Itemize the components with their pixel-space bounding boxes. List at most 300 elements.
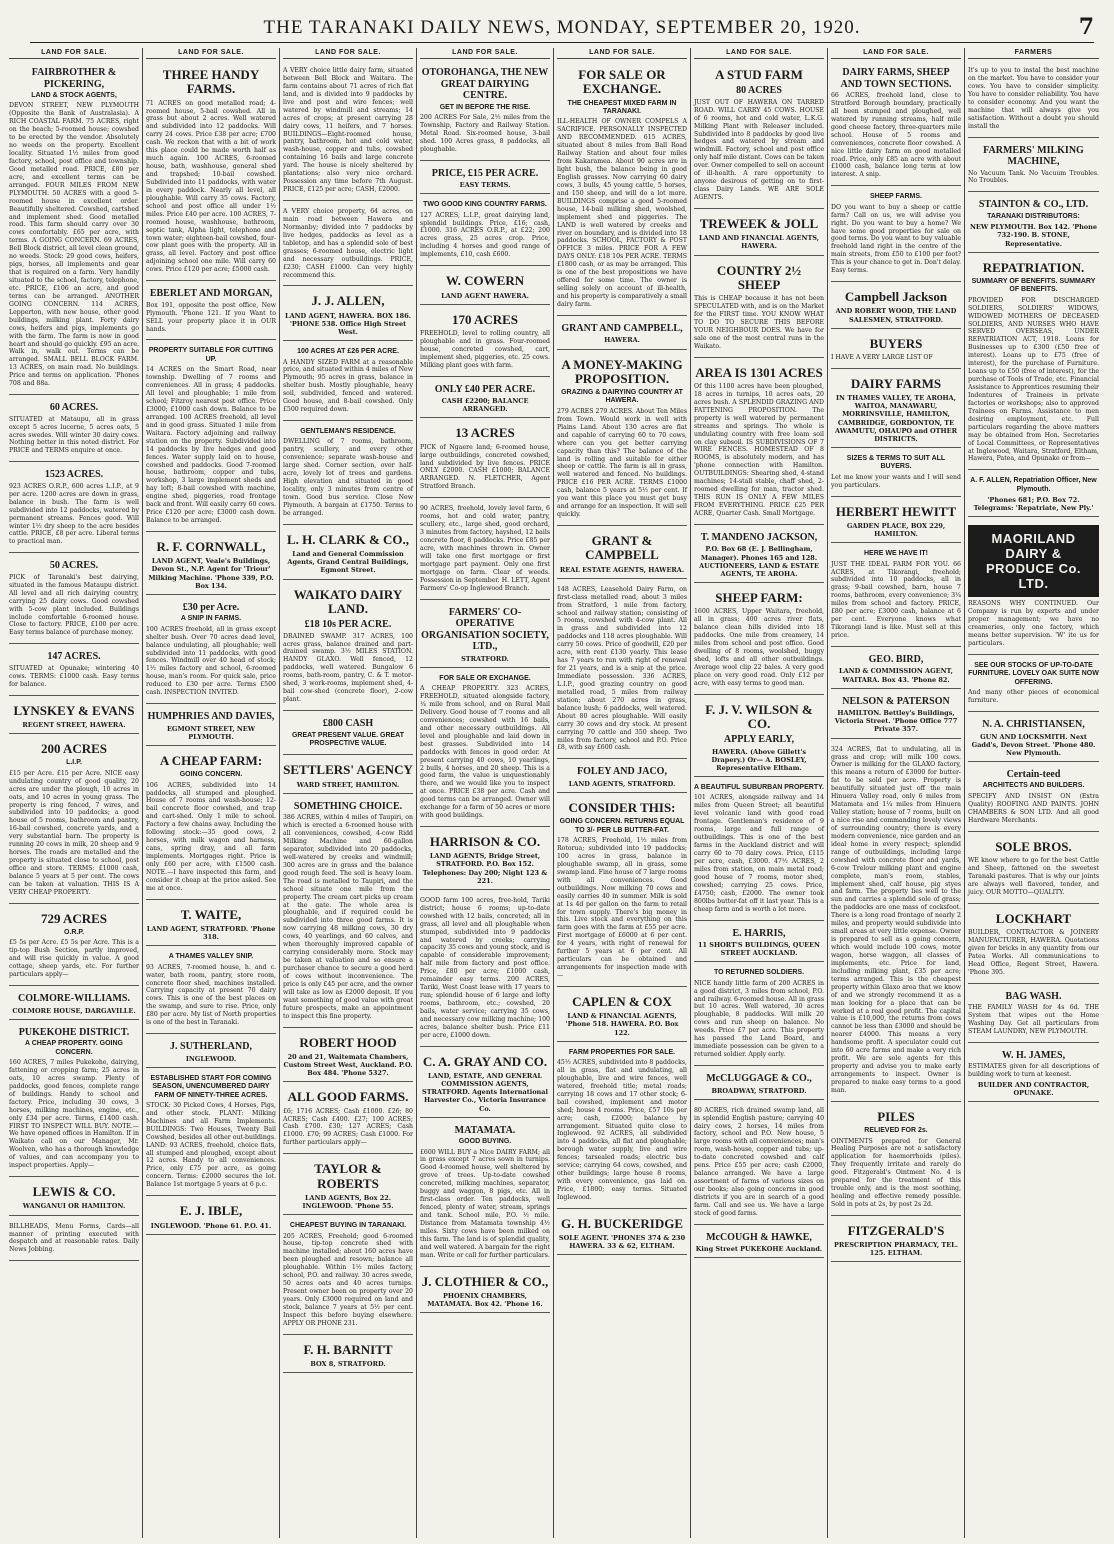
advertisement xyxy=(146,902,276,947)
advertisement xyxy=(420,420,550,498)
ad-kicker: 100 ACRES AT £26 PER ACRE. xyxy=(297,348,399,356)
ad-body: FREEHOLD, level to rolling country, all ploughable and in grass. Four-roomed house, concreted cowshed, cart, implement shed, piggeries, etc. 25 cows. Milking plant goes with farm. xyxy=(420,329,550,369)
ad-subheadline: 60 ACRES. xyxy=(49,402,99,414)
advertisement xyxy=(9,1022,139,1177)
advertisement xyxy=(831,741,961,1102)
advertisement xyxy=(831,450,961,497)
ad-kicker: TWO GOOD KING COUNTRY FARMS. xyxy=(423,201,547,209)
advertisement xyxy=(968,1045,1099,1103)
advertisement xyxy=(694,1227,824,1259)
ad-kicker: TO RETURNED SOLDIERS. xyxy=(713,969,805,977)
ad-kicker: GET IN BEFORE THE RISE. xyxy=(439,103,531,111)
ad-signature: AND ROBERT WOOD, THE LAND SALESMEN, STRATFORD. xyxy=(835,307,957,324)
advertisement xyxy=(831,284,961,329)
advertisement xyxy=(146,283,276,340)
column-1 xyxy=(6,48,143,1538)
ad-body: I HAVE A VERY LARGE LIST OF xyxy=(831,353,933,361)
ad-signature: PRESCRIPTION PHARMACY, TEL. 125. ELTHAM. xyxy=(833,1241,959,1258)
ad-body: SITUATED at Opunake; wintering 40 cows. TERMS: £1000 cash. Easy terms for balance. xyxy=(9,664,139,688)
ad-headline: R. F. CORNWALL, xyxy=(156,539,266,554)
advertisement xyxy=(146,1070,276,1196)
ad-signature: LAND & COMMISSION AGENT, WAITARA. Box 43. 'Phone 82. xyxy=(839,667,953,684)
advertisement xyxy=(283,1337,413,1373)
ad-kicker: L.I.P. xyxy=(66,759,82,767)
advertisement xyxy=(420,307,550,377)
ad-headline: 729 ACRES xyxy=(40,910,108,926)
ad-kicker: GREAT PRESENT VALUE. GREAT PROSPECTIVE VALUE. xyxy=(291,731,404,747)
ad-signature: 'Phones 681; P.O. Box 72. Telegrams: 'Repatriate, New Ply.' xyxy=(973,496,1094,513)
advertisement xyxy=(283,1217,413,1335)
ad-subheadline: 80 ACRES xyxy=(736,85,782,97)
advertisement xyxy=(968,62,1099,138)
ad-subheadline: DAIRY FARMS, SHEEP AND TOWN SECTIONS. xyxy=(840,67,952,90)
ad-signature: WANGANUI OR HAMILTON. xyxy=(22,1202,126,1211)
advertisement xyxy=(283,527,413,580)
ad-kicker: A CHEAP PROPERTY. GOING CONCERN. xyxy=(24,1040,124,1056)
ad-subheadline: 50 ACRES. xyxy=(49,560,99,572)
advertisement xyxy=(283,1084,413,1154)
ad-headline: SHEEP FARM: xyxy=(715,589,803,605)
ad-signature: CASH £2200; BALANCE ARRANGED. xyxy=(441,397,529,414)
ad-headline: HERBERT HEWITT xyxy=(835,503,957,519)
advertisement xyxy=(831,1218,961,1263)
advertisement xyxy=(968,194,1099,252)
advertisement xyxy=(283,1030,413,1083)
ad-body: £15 per Acre. £15 per Acre. NICE easy undulating country of good quality, 20 acres are under the plough, 10 acres in oats, and 10 acres in young grass. The property is ring fenced, 7 wires, and subdivided into 10 paddocks; a good house of 5 rooms, bathroom and pantry, 16-bail cowshed, concrete yards, and a very substantial barn. The property is running 20 cows in milk, 20 sheep and 9 horses. The roads are metalled and the property is situated close to school, post office and store. TERMS: £1000 cash, balance 5 years at 5 per cent. The cows can be taken at valuation. THIS IS A VERY CHEAP PROPERTY. xyxy=(9,769,139,896)
ad-body: And many other pieces of economical furniture. xyxy=(968,689,1099,705)
advertisement xyxy=(557,1044,687,1209)
ad-body: OINTMENTS prepared for General Healing Purposes are not a satisfactory application for haemorrhoids (piles). They frequently irritate and rarely do good. Fitzgerald's Ointment No. 4 is prepared for the treatment of this trouble only, and is the most soothing, healing and effective remedy possible. Sold in pots at 2s, by post 2s 2d. xyxy=(831,1137,961,1208)
section-heading: LAND FOR SALE. xyxy=(420,48,550,59)
ad-body: STOCK: 30 Picked Cows, 4 Horses, Pigs, and other stock. PLANT: Milking Machines and all Farm Implements. BUILDINGS: Two Houses, Twenty Bail Cowshed, besides all other out-buildings. LAND: 93 ACRES, freehold, choice flats, all stumped and ploughed, except about 12 acres. Handy to all conveniences. Price, only £75 per acre, as going concern. Terms: £2000 secures the lot. Balance 1st mortgage 5 years at 6 p.c. xyxy=(146,1101,276,1189)
ad-body: 324 ACRES, flat to undulating, all in grass and crop; will milk 100 cows. Owner is milking for the GLAXO factory, this means a return of £3000 for butter-fat to be sold per acre. Property is beautifully situated just off the main Hinuera Valley road, only 6 miles from Matamata and 1¼ miles from Hinuera Valley station; house of 7 rooms, built on a nice rise and commanding lovely views of surrounding country; there is every modern convenience, nice garden and an ideal home in every respect; splendid range of outbuildings, including large cowshed with concrete floor and yards, 6-cow Trelour milking plant and engine complete, man's room, stables, implement shed, calf house, pig styes and farm. The property lies well to the sun and carries a splendid sole of grass; the paddocks are one mass of cocksfoot. There is a long road frontage of nearly 2 miles, and property would subdivide into small areas at very little expense. Owner is prepared to sell as a going concern, which would include 100 cows, motor wagon, horse waggon, all classes of implements, etc. Price for land, including milking plant, £35 per acre; terms arranged. This is the cheapest property within Glaxo area that we know of and we strongly recommend it as a man looking for a place that can be worked at a real good profit. The capital value is £10,000, the returns from cows cannot be less than £3000 and should be nearer £4000. This means a very handsome profit. A speculator could cut into 60 acre farms and make a very rich profit. We are sole agents for this property and advise you to make early arrangements to inspect. Owner is prepared to make easy terms to a good man. xyxy=(831,745,961,1094)
ad-body: 160 ACRES, 7 miles Pukekohe, dairying, fattening or cropping farm; 25 acres in oats, 10 acres swamp. Plenty of paddocks, good fences, complete range of buildings. Handy to school and factory. Price, including 30 cows, 3 horses, milking machines, engine, etc., only £34 per acre. Terms, £1400 cash. FIRST TO INSPECT WILL BUY. NOTE.—We have opened offices in Hamilton. If in Waikato call on our Manager, Mr. Woolven, who has a thorough knowledge of values, and can accompany you to inspect properties. Apply— xyxy=(9,1059,139,1170)
ad-signature: NEW PLYMOUTH. Box 142. 'Phone 732-190. B. STONE, Representative. xyxy=(969,223,1098,248)
ad-headline: L. H. CLARK & CO., xyxy=(286,531,410,547)
ad-body: 106 ACRES, subdivided into 14 paddocks, all stumped and ploughed. House of 7 rooms and wash-house; 12-bail concrete floor cowshed, and trap and cart-shed. Only 1 mile to school. Factory a few chains away. Including the following stock:—35 good cows, 2 horses, with milk wagon and harness, cans, spring dray, and all farm implements. Mortgages right. Price is only £60 per acre, with £1500 cash. NOTE.—I have inspected this farm, and consider it cheap at the price asked. See me at once. xyxy=(146,781,276,892)
ad-headline: GRANT & CAMPBELL xyxy=(585,533,659,563)
advertisement xyxy=(9,906,139,986)
ad-headline: T. WAITE, xyxy=(180,906,242,922)
ad-headline: TREWEEK & JOLL xyxy=(699,215,819,231)
ad-signature: LAND & FINANCIAL AGENTS, 'Phone 518. HAWERA. P.O. Box 122. xyxy=(565,1012,679,1037)
ad-subheadline: COLMORE-WILLIAMS. xyxy=(18,993,130,1005)
advertisement xyxy=(420,670,550,827)
ad-subheadline: T. MANDENO JACKSON, xyxy=(700,531,818,543)
advertisement xyxy=(557,318,687,350)
ad-signature: 11 SHORT'S BUILDINGS, QUEEN STREET AUCKLAND. xyxy=(698,941,820,958)
ad-kicker: LAND & STOCK AGENTS, xyxy=(31,92,117,99)
ad-signature: STRATFORD. xyxy=(461,654,509,663)
ad-subheadline: BAG WASH. xyxy=(1005,990,1062,1002)
ad-body: REASONS WHY CONTINUED. Our Company is run by experts and under proper management; we have no creameries, only one factory, which means better supervision. 'W' ite us for particulars. xyxy=(968,600,1099,648)
advertisement xyxy=(283,582,413,712)
ad-headline: FITZGERALD'S xyxy=(847,1222,945,1238)
ad-subheadline: 147 ACRES. xyxy=(47,651,101,663)
advertisement xyxy=(9,646,139,695)
advertisement xyxy=(968,764,1099,832)
columns xyxy=(6,48,1106,1538)
ad-subheadline: W. H. JAMES, xyxy=(1001,1049,1066,1061)
advertisement xyxy=(420,829,550,890)
ad-headline: FOR SALE OR EXCHANGE. xyxy=(578,67,666,97)
advertisement xyxy=(968,519,1099,655)
advertisement xyxy=(968,140,1099,193)
ad-signature: BUILDER AND CONTRACTOR, OPUNAKE. xyxy=(977,1081,1090,1098)
ad-signature: LAND AGENT, HAWERA. BOX 186. 'PHONE 538. Office High Street West. xyxy=(285,311,411,336)
ad-subheadline: McCLUGGAGE & CO., xyxy=(706,1073,812,1085)
ad-subheadline: FARMERS' MILKING MACHINE, xyxy=(983,144,1084,167)
ad-body: A HANDY SIZED FARM at a reasonable price, and situated within 4 miles of New Plymouth; 95 acres in grass, balance in shelter bush. Mostly ploughable, heavy soil, subdivided, fenced and watered. Good house, and 8-bail cowshed. Only £500 required down. xyxy=(283,358,413,414)
ad-body: 923 ACRES O.R.P., 600 acres L.I.P., at 9 per acre. 1200 acres are down in grass, balance in bush. The farm is well subdivided into 12 paddocks, watered by permanent streams. Fences good. Will winter 1½ dry sheep to the acre besides cattle. PRICE, £8 per acre. Liberal terms to practical man. xyxy=(9,482,139,546)
ad-body: 14 ACRES on the Smart Road, near township. Dwelling of 7 rooms and conveniences. All in grass; 4 paddocks. All level and ploughable; 1 mile from school; Fitzroy nearest post office. Price £3000; £1000 cash down. Balance to be arranged. 100 ACRES freehold, all level and in good grass. Situated 1 mile from Waitara. Factory adjoining and railway station on the property. Subdivided into 14 paddocks by live hedges and good fences. Water supply laid on to house, cowshed and paddocks. Good 7-roomed house, bathroom, copper and tubs, workshop, 3 large implement sheds and hay loft; 8-bail cowshed with machine, engine shed, piggeries, road frontage back and front. Will easily carry 60 cows. Price £120 per acre; £3000 cash down. Balance to be arranged. xyxy=(146,366,276,525)
ad-signature: LAND AGENTS, STRATFORD. xyxy=(568,779,676,788)
column-6 xyxy=(691,48,828,1538)
advertisement xyxy=(146,748,276,900)
advertisement xyxy=(831,331,961,369)
advertisement xyxy=(968,657,1099,712)
ad-kicker: O.R.P. xyxy=(63,929,85,937)
ad-signature: King Street PUKEKOHE Auckland. xyxy=(695,1245,823,1254)
advertisement xyxy=(694,585,824,695)
ad-body: It's up to you to instal the best machine on the market. You have to consider your cows. You have to consider simplicity. You have to consider reliability. You have to consider economy. And you want the machine that will always give you satisfaction. Without a doubt you should install the xyxy=(968,67,1099,130)
ad-body: DRAINED SWAMP. 317 ACRES, 100 acres grass, balance drained and part-drained swamp. 3½ MILES STATION. HANDY GLAXO. Well fenced, 12 paddocks, well watered. Bungalow 6 rooms, bath-room, pantry, C. & T. motor-shed, 3 work-rooms, implement shed, 4-bail cow-shed (concrete floor), 2-cow plant. xyxy=(283,632,413,704)
advertisement xyxy=(283,713,413,755)
ad-kicker: ESTABLISHED START FOR COMING SEASON, UNENCUMBERED DAIRY FARM OF NINETY-THREE ACRES. xyxy=(150,1074,272,1099)
ad-headline: W. COWERN xyxy=(445,273,525,289)
ad-kicker: GOING CONCERN. xyxy=(179,771,243,779)
ad-kicker: A. F. ALLEN, Repatriation Officer, New Plymouth. xyxy=(970,477,1097,493)
ad-subheadline: FARMERS' CO-OPERATIVE ORGANISATION SOCIETY, LTD., xyxy=(421,606,549,653)
ad-body: SITUATED at Mataupu, all in grass except 5 acres lucerne, 5 acres oats, 5 acres swedes. Will winter 30 dairy cows. Nothing better in this noted district. For PRICE and TERMS enquire at once. xyxy=(9,415,139,455)
ad-signature: INGLEWOOD. 'Phone 61. P.O. 41. xyxy=(150,1221,272,1230)
advertisement xyxy=(831,371,961,448)
advertisement xyxy=(557,528,687,579)
ad-subheadline: NELSON & PATERSON xyxy=(842,695,950,707)
ad-kicker: GOING CONCERN. RETURNS EQUAL TO 3/- PER LB BUTTER-FAT. xyxy=(559,818,685,834)
ad-body: This is CHEAP because it has not been SPECULATED with, and is on the Market for the FIRST time. YOU KNOW WHAT TO DO TO SECURE THIS BEFORE YOUR NEIGHBOUR DOES. We have for sale one of the most central runs in the Waikato. xyxy=(694,295,824,350)
advertisement xyxy=(968,906,1099,984)
ad-headline: LEWIS & CO. xyxy=(32,1184,116,1200)
ad-signature: LAND AGENT, STRATFORD. 'Phone 318. xyxy=(146,924,276,942)
ad-body: 80 ACRES, rich drained swamp land, all in splendid English pasture; carrying 40 dairy cows, 2 horses, 14 miles from factory, school and P.O. New house, 5 large rooms with all conveniences; man's room, wash-house, copper and tubs; up-to-date concreted cowshed and calf pens. Price £55 per acre; cash £2000, balance arranged. We have a large assortment of farms of various sizes on our books; also going concerns in good districts if you are in search of a good farm. Call and see us. We have a large stock of good farms. xyxy=(694,1106,824,1217)
ad-headline: CONSIDER THIS: xyxy=(568,800,676,816)
ad-headline: F. H. BARNITT xyxy=(303,1341,393,1357)
ad-body: 148 ACRES, Leasehold Dairy Farm, on first-class metalled road, about 3 miles from Stratford, 1 mile from factory, school and railway station; consisting of 5 rooms, cowshed with 4-cow plant. All in grass and subdivided into 12 paddocks and 118 acres ploughable. Will carry 50 cows. Price of goodwill, £20 per acre, with rent £130 yearly. This lease has 7 years to run with right of renewal for 21 years, and is a snip at the price. Immediate possession. 336 ACRES, L.I.P., good grazing country on good metalled road, 5 miles from railway station; about 270 acres in grass, balance bush; 6 paddocks, well watered. About 80 acres ploughable. Will easily carry 30 cows and dry stock. At present carrying 70 cattle and 350 sheep. Two miles from factory, school and P.O. Price £8, with say £600 cash. xyxy=(557,585,687,752)
advertisement xyxy=(968,834,1099,904)
advertisement xyxy=(557,62,687,316)
ad-subheadline: £800 CASH xyxy=(322,718,374,730)
ad-signature: REGENT STREET, HAWERA. xyxy=(22,720,126,729)
ad-subheadline: E. HARRIS, xyxy=(732,927,786,939)
masthead-title: THE TARANAKI DAILY NEWS, MONDAY, SEPTEMBER 20, 1920. xyxy=(263,17,861,38)
advertisement xyxy=(831,499,961,544)
ad-body: PICK of Ngaere land; 6-roomed house, large outbuildings, concreted cowshed, land subdivided by live fences. PRICE ONLY £2000. CASH £1000; BALANCE ARRANGED. N. FLETCHER, Agent Stratford Branch. xyxy=(420,443,550,491)
ad-headline: E. J. IBLE, xyxy=(179,1203,243,1219)
ad-subheadline: HUMPHRIES AND DAVIES, xyxy=(147,711,275,723)
ad-kicker: HERE WE HAVE IT! xyxy=(863,550,929,558)
ad-body: NICE handy little farm of 200 ACRES in a good district, 3 miles from school, P.O. and railway. 6-roomed house. All in grass but 10 acres. Well watered, 30 acres ploughable, 8 paddocks. Will milk 20 cows and run sheep on balance. No weeds. Price £7 per acre. This property has passed the Land Board, and immediate possession can be given to a returned soldier. Apply early. xyxy=(694,979,824,1059)
ad-headline: BUYERS xyxy=(869,335,923,351)
ad-headline: 200 ACRES xyxy=(40,741,108,757)
advertisement xyxy=(9,988,139,1020)
section-heading: LAND FOR SALE. xyxy=(146,48,276,59)
ad-body: WE know where to go for the best Cattle and Sheep, fattened on the sweetest Taranaki pastures. That is why our joints are always well flavored, tender, and juicy. OUR MOTTO—QUALITY. xyxy=(968,856,1099,896)
advertisement xyxy=(694,923,824,963)
ad-kicker: A THAMES VALLEY SNIP. xyxy=(168,953,254,961)
ad-headline: AREA IS 1301 ACRES xyxy=(695,364,823,380)
advertisement xyxy=(420,1049,550,1118)
column-3 xyxy=(280,48,417,1538)
ad-body: BILLHEADS, Menu Forms, Cards—all manner of printing executed with despatch and at reasonable rates. Daily News Jobbing. xyxy=(9,1222,139,1254)
advertisement xyxy=(831,62,961,186)
advertisement xyxy=(831,545,961,647)
section-heading: LAND FOR SALE. xyxy=(557,48,687,59)
advertisement xyxy=(831,691,961,739)
advertisement xyxy=(146,948,276,1034)
ad-headline: ROBERT HOOD xyxy=(299,1034,397,1050)
ad-headline: 170 ACRES xyxy=(451,311,519,327)
advertisement xyxy=(146,1198,276,1234)
ad-kicker: ARCHITECTS AND BUILDERS. xyxy=(982,782,1085,790)
advertisement xyxy=(146,1036,276,1068)
ad-headline: A STUD FARM xyxy=(715,67,803,82)
ad-body: JUST OUT OF HAWERA ON TARRED ROAD. WILL CARRY 45 COWS. HOUSE of 6 rooms, hot and cold water, L.K.G. Milking Plant with Releaser included. Subdivided into 8 paddocks by good live hedges and watered by stream and windmill. Factory, school and post office only half mile distant. Cows can be taken over. Owner compelled to sell on account of ill-health. A rare opportunity to anyone desirous of getting on to first-class Dairy Lands. WE ARE SOLE AGENTS. xyxy=(694,98,824,202)
ad-body: £6; 1716 ACRES; Cash £1000. £26; 80 ACRES; Cash £400. £27; 100 ACRES; Cash £700. £30; 127 ACRES; Cash £1000. £70; 99 ACRES; Cash £1000. For further particulars apply— xyxy=(283,1107,413,1147)
column-8 xyxy=(965,48,1102,1538)
ad-headline: WAIKATO DAIRY LAND. xyxy=(293,586,403,616)
advertisement xyxy=(420,163,550,195)
ad-kicker: FOR SALE OR EXCHANGE. xyxy=(439,674,531,682)
ad-headline: LOCKHART xyxy=(995,910,1072,926)
ad-subheadline: GEO. BIRD, xyxy=(868,653,924,665)
ad-signature: EASY TERMS. xyxy=(459,181,511,190)
ad-headline: A MONEY-MAKING PROPOSITION. xyxy=(561,356,683,386)
ad-signature: HAWERA. xyxy=(604,336,640,345)
ad-body: 127 ACRES, L.I.P., great dairying land, splendid buildings. Price, £16; cash, £1000. 316 ACRES O.R.P., at £22; 200 acres grass, 25 acres crop. Price, including 4 horses and good range of implements, £10, cash £600. xyxy=(420,211,550,259)
advertisement xyxy=(968,472,1099,517)
ad-body: JUST THE IDEAL FARM FOR YOU. 66 ACRES, at Tikorangi, freehold; subdivided into 10 paddocks, all in grass; 9-bail cowshed, barn, house 7 rooms, bathroom, every convenience; 3¼ miles from school and factory. PRICE, £80 per acre; £3000 cash, balance at 6 per cent. Everyone knows what Tikorangi land is like. Must sell at this price. xyxy=(831,560,962,639)
advertisement xyxy=(9,698,139,734)
ad-headline: SOLE BROS. xyxy=(995,838,1072,854)
advertisement xyxy=(557,352,687,527)
ad-subheadline: FOLEY AND JACO, xyxy=(577,766,667,778)
ad-body: PICK of Taranaki's best dairying, situated in the famous Mataupu district. All level and all rich dairying country, carrying 25 dairy cows. Good cowshed with 5-cow plant included. Buildings include comfortable 6-roomed house. Close to factory. PRICE, £100 per acre. Easy terms balance of purchase money. xyxy=(9,573,139,637)
column-4 xyxy=(417,48,554,1538)
ad-signature: LAND AGENT HAWERA. xyxy=(441,291,529,300)
column-2 xyxy=(143,48,280,1538)
ad-body: DO you want to buy a sheep or cattle farm? Call on us, we will advise you right. Do you want to buy a home? We have some good properties for sale on good terms. Do you want to buy valuable freehold land right in the centre of the main streets, from £50 to £100 per foot? This is your chance to get in. Don't delay. Easy terms. xyxy=(831,203,961,275)
ad-body: 205 ACRES, Freehold; good 6-roomed house, tip-top concrete shed with machine installed; about 160 acres have been ploughed and resown; balance all ploughable. Within 1½ miles factory, school, P.O. and railway. 30 acres swede, 50 acres oats and 40 acres turnips. Present owner been on property over 20 years. Only £3000 required on land and stock, balance 7 years at 5½ per cent. Inspect this before buying elsewhere. APPLY OR PHONE 231. xyxy=(283,1232,413,1327)
ad-signature: HAWERA. (Above Gillett's Drapery.) Or— A. BOSLEY, Representative Eltham. xyxy=(711,747,807,772)
ad-headline: PILES xyxy=(877,1108,915,1124)
ad-signature: BROADWAY, STRATFORD. xyxy=(711,1086,807,1095)
ad-kicker: SEE OUR STOCKS OF UP-TO-DATE FURNITURE. LOVELY OAK SUITE NOW OFFERING. xyxy=(968,662,1099,686)
ad-kicker: GENTLEMAN'S RESIDENCE. xyxy=(300,428,396,436)
ad-subheadline: OTOROHANGA, THE NEW GREAT DAIRYING CENTRE. xyxy=(421,67,549,101)
ad-headline: THREE HANDY FARMS. xyxy=(162,67,260,97)
ad-subheadline: MATAMATA. xyxy=(454,1124,516,1136)
ad-body: 200 ACRES For Sale, 2½ miles from the Township, Factory and Railway Station. Metal Road. Six-roomed house, 3-bail shed. 100 Acres grass, 8 paddocks, all ploughable. xyxy=(420,113,550,153)
advertisement xyxy=(694,527,824,583)
ad-subheadline: APPLY EARLY, xyxy=(723,734,795,746)
advertisement xyxy=(283,423,413,525)
ad-headline: REPATRIATION. xyxy=(982,259,1085,275)
ad-headline: G. H. BUCKERIDGE xyxy=(560,1215,684,1231)
advertisement xyxy=(420,379,550,419)
ad-headline: DAIRY FARMS xyxy=(850,375,942,391)
ad-subheadline: McCOUGH & HAWKE, xyxy=(706,1231,812,1243)
ad-body: SPECIFY AND INSIST ON (Extra Quality) ROOFING AND PAINTS. JOHN CHAMBERS & SON LTD. And all good Hardware Merchants. xyxy=(968,792,1099,824)
ad-headline: HARRISON & CO. xyxy=(429,834,541,850)
ad-signature: Land and General Commission Agents, Grand Central Buildings, Egmont Street. xyxy=(287,550,409,575)
advertisement xyxy=(146,62,276,281)
ad-kicker: A BEAUTIFUL SUBURBAN PROPERTY. xyxy=(694,784,824,792)
ad-subheadline: Certain-teed xyxy=(1006,768,1061,780)
advertisement xyxy=(557,795,687,987)
ad-body: No Vacuum Tank. No Vacuum Troubles. No Troubles. xyxy=(968,169,1099,185)
ad-body: A CHEAP PROPERTY. 323 ACRES, FREEHOLD, situated alongside factory, ¼ mile from school, and on Rural Mail Delivery. Good house of 7 rooms and all conveniences; cowshed with 16 bails, and other necessary outbuildings. All level and ploughable and laid down in best grasses. Subdivided into 14 paddocks with fences in good order. At present carrying 40 cows, 10 yearlings, 2 bulls, 4 horses, and 20 sheep. This is a good farm, the value is unquestionably there, and we would like you to inspect at once. PRICE £38 per acre. Cash and good terms can be arranged. Owner will exchange for a farm of 50 acres or more with good buildings. xyxy=(420,685,550,820)
advertisement xyxy=(694,1102,824,1225)
ad-body: 386 ACRES, within 4 miles of Taupiri, on which is erected a 6-roomed house with all conveniences, cowshed, 4-cow Ridd Milking Machine and 60-gallon separator, subdivided into 20 paddocks, well-watered by creeks and windmill; 300 acres are in grass and the balance good rough feed. The soil is heavy loam. The road is metalled to Taupiri, and the school situate one mile from the property. The cream cart picks up cream at the gate. The whole area is ploughable, and if required could be subdivided into three good farms. It is now carrying 48 milking cows, 30 dry cows, 40 yearlings, and 60 calves, and when thoroughly improved capable of carrying considerably more. Stock may be taken at valuation and so ensure a purchaser chance to secure a good herd of cows without inconvenience. The price is only £45 per acre, and the owner will take as low as £2000 deposit. If you want something of good value with great future prospects, make an appointment to inspect this fine property. xyxy=(283,814,413,1020)
ad-headline: A CHEAP FARM: xyxy=(159,752,263,768)
ad-subheadline: J. SUTHERLAND, xyxy=(170,1041,252,1053)
ad-kicker: TARANAKI DISTRIBUTORS: xyxy=(987,212,1080,220)
ad-signature: LAND, ESTATE, AND GENERAL COMMISSION AGENTS, STRATFORD. Agents International Harvester Co., Victoria Insurance Co. xyxy=(422,1072,548,1113)
section-heading: FARMERS xyxy=(968,48,1099,59)
ad-subheadline: PUKEKOHE DISTRICT. xyxy=(18,1026,130,1038)
advertisement xyxy=(420,268,550,304)
ad-banner: MAORILAND DAIRY & PRODUCE Co. LTD. xyxy=(968,525,1099,597)
ad-body: Let me know your wants and I will send you particulars. xyxy=(831,473,961,489)
ad-headline: J. CLOTHIER & CO., xyxy=(421,1273,549,1289)
ad-signature: LAND AGENT, Veale's Buildings, Devon St., N.P. Agent for 'Triour' Milking Machine. 'Phone 339, P.O. Box 134. xyxy=(148,557,274,590)
advertisement xyxy=(9,555,139,644)
ad-kicker: PROPERTY SUITABLE FOR CUTTING UP. xyxy=(148,347,274,363)
advertisement xyxy=(283,796,413,1028)
ad-kicker: GOOD BUYING. xyxy=(458,1138,512,1146)
advertisement xyxy=(694,779,824,920)
advertisement xyxy=(283,757,413,793)
ad-kicker: SIZES & TERMS TO SUIT ALL BUYERS. xyxy=(846,454,946,471)
advertisement xyxy=(283,203,413,286)
section-heading: LAND FOR SALE. xyxy=(283,48,413,59)
advertisement xyxy=(420,500,550,599)
advertisement xyxy=(146,534,276,595)
ad-kicker: THE CHEAPEST MIXED FARM IN TARANAKI. xyxy=(567,99,677,115)
ad-kicker: GRAZING & DAIRYING COUNTRY AT HAWERA. xyxy=(561,389,683,405)
ad-body: DEVON STREET, NEW PLYMOUTH (Opposite the Bank of Australasia). A RICH COASTAL FARM. 75 ACRES, right on the beach; 5-roomed house; cowshed to be erected by the vendor. Absolutely no weeds on the property. Excellent locality. Situated 1½ miles from good factory, school, post office and township. Good metalled road. PRICE, £80 per acre, and excellent terms can be arranged. FOUR MILES FROM NEW PLYMOUTH. 50 ACRES with a good 5-roomed house in excellent order. Beautifully sheltered. Cowshed, cartshed and implement shed. Good metalled road. This farm should carry over 30 cows comfortably. £65 per acre, with terms. A GOING CONCERN. 69 ACRES, Bell Block district, all level clean ground, no weeds. Stock: 29 good cows, heifers, pigs, horses, all implements and gear that is required on a farm. Very handily situated to the school, factory, telephone, etc. PRICE, £106 an acre, and good terms can be arranged. ANOTHER GOING CONCERN. 114 ACRES, Lepperton, with new house, other good buildings, milking plant. Forty dairy cows, heifers and pigs, implements go with the farm. The farm is now in good heart and should go quickly. £95 an acre. Walk in, walk out. Terms can be arranged. SMALL BELL BLOCK FARM. 13 ACRES, on main road. No buildings. Price and terms on application. 'Phones 708 and 88a. xyxy=(9,102,139,388)
ad-signature: HAMILTON. Bettley's Buildings, Victoria Street. 'Phone Office 777 Private 357. xyxy=(834,709,958,734)
ad-body: £600 WILL BUY a Nice DAIRY FARM; all in grass except 7 acres sown in turnips. Good 4-roomed house, well sheltered by grove of trees. Up-to-date cowshed concreted, milking machines, separator, buggy and waggon, 8 pigs, etc. All in first-class order. Ten paddocks, well fenced, plenty of water, stream, springs and tank. School mile, P.O. ½ mile. Distance from Matamata township 4½ miles. Sixty cows have been milked on this farm. The land is of splendid quality, and well watered. A bargain for the right man. Write or call for further particulars. xyxy=(420,1148,550,1259)
ad-signature: LAND AND FINANCIAL AGENTS, HAWERA. xyxy=(698,234,820,251)
ad-subheadline: STAINTON & CO., LTD. xyxy=(978,199,1089,211)
ad-body: £5 5s per Acre. £5 5s per Acre. This is a tip-top Bush Section, partly improved, and will rise quickly in value. A good cottage, sheep yards, etc. For further particulars apply— xyxy=(9,939,139,979)
ad-headline: CAPLEN & COX xyxy=(572,993,672,1009)
ad-headline: Campbell Jackson xyxy=(844,289,948,305)
section-heading: LAND FOR SALE. xyxy=(694,48,824,59)
ad-subheadline: FAIRBROTHER & PICKERING, xyxy=(31,67,117,90)
ad-kicker: SHEEP FARMS. xyxy=(870,193,922,201)
masthead xyxy=(30,14,1094,43)
advertisement xyxy=(557,761,687,793)
advertisement xyxy=(283,343,413,421)
ad-signature: 20 and 21, Waitemata Chambers, Custom Street West, Auckland. P.O. Box 484. 'Phone 5327. xyxy=(283,1052,413,1078)
advertisement xyxy=(831,649,961,689)
ad-body: 101 ACRES, alongside railway and 14 miles from Queen Street; all beautiful level volcanic land with good road frontage. Gentleman's residence of 9 rooms, large and full range of outbuildings. This is one of the best farms in the Auckland district and will carry 60 to 70 dairy cows. Price, £115 per acre, cash, £3000. 47½ ACRES, 2 miles from station, on main metal road; good house of 7 rooms, motor shed, cowshed; carrying 25 cows. Price, £4750; cash, £2000. The owner took 800lbs butter-fat off it last year. This is a cheap farm and is worth a lot more. xyxy=(694,794,824,913)
page-number: 7 xyxy=(1078,14,1094,40)
ad-body: 45½ ACRES, subdivided into 8 paddocks, all in grass, flat and undulating, all ploughable, live and wire fences, well watered, freehold title; metal roads; carrying 18 cows and 17 other stock; 6-bail cowshed, implement and motor shed; house 4 rooms. Price, £57 10s per acre; cash, £2000; balance by arrangement. Situated quite close to Inglewood. 92 ACRES, all subdivided into 4 paddocks, all flat and ploughable; borough water supply, live and wire fences; tarsealed roads; electric bus service; carrying 64 cows, cowshed, and other buildings; large house 8 rooms, with every convenience, gas laid on. Price, £1800; easy terms. Situated Inglewood. xyxy=(557,1059,687,1201)
advertisement xyxy=(9,397,139,462)
advertisement xyxy=(694,62,824,209)
section-heading: LAND FOR SALE. xyxy=(9,48,139,59)
advertisement xyxy=(9,736,139,904)
advertisement xyxy=(146,597,276,704)
ad-kicker: SUMMARY OF BENEFITS. SUMMARY OF BENEFITS. xyxy=(971,277,1096,294)
ad-headline: COUNTRY 2½ SHEEP xyxy=(716,262,802,292)
advertisement xyxy=(420,892,550,1047)
ad-body: ILL-HEALTH OF OWNER COMPELS A SACRIFICE. PERSONALLY INSPECTED AND RECOMMENDED. 615 ACRES, situated about 8 miles from Ball Road Railway Station and about four miles from Kakaramea. About 90 acres are in light bush, the balance being in good English grasses. Now carrying 60 dairy cows, 3 bulls, 45 young cattle, 5 horses, and 150 sheep, and will do a lot more. BUILDINGS comprise a good 5-roomed house, 14-bail milking shed, woolshed, implement shed and piggeries. The LAND is well watered by creeks and river on boundary, and is divided into 18 paddocks. SCHOOL, FACTORY & POST OFFICE 3 miles. PRICE FOR A FEW DAYS ONLY: £18 10s PER ACRE. TERMS £1800 cash, or as may be arranged. This is one of the best propositions we have offered for some time. The owner is selling solely on account of ill-health, and his property is comparatively a small dairy farm. xyxy=(557,118,687,308)
advertisement xyxy=(968,986,1099,1043)
advertisement xyxy=(694,211,824,256)
advertisement xyxy=(694,360,824,525)
advertisement xyxy=(968,255,1099,471)
ad-body: 90 ACRES, freehold, lovely level farm, 6 rooms, hot and cold water, pantry, scullery, etc., large shed, good orchard, 3 minutes from factory, hayshed, 12 bails concrete floor, 8 paddocks. Price £85 per acre, with machines thrown in. Owner will take one first mortgage or first mortgage part payment. Only one first mortgage on farm. Clear of weeds. Possession in September. H. LETT, Agent Farmers' Co-op Inglewood Branch. xyxy=(420,505,550,592)
ad-signature: COLMORE HOUSE, DARGAVILLE. xyxy=(12,1006,136,1015)
advertisement xyxy=(420,602,550,668)
ad-headline: LYNSKEY & EVANS xyxy=(13,702,135,718)
ad-subheadline: PRICE, £15 PER ACRE. xyxy=(431,167,539,179)
ad-signature: P.O. Box 68 (E. J. Bellingham, Manager). Phones 165 and 128. AUCTIONEERS, LAND & ESTATE AGENTS, TE AROHA. xyxy=(699,545,819,578)
ad-headline: TAYLOR & ROBERTS xyxy=(314,1161,382,1191)
ad-headline: F. J. V. WILSON & CO. xyxy=(705,701,813,731)
ad-subheadline: £18 10s PER ACRE. xyxy=(304,619,392,631)
ad-signature: INGLEWOOD. xyxy=(185,1054,237,1063)
ad-subheadline: EBERLET AND MORGAN, xyxy=(149,288,273,300)
ad-kicker: CHEAPEST BUYING IN TARANAKI. xyxy=(289,1222,407,1230)
ad-subheadline: 1523 ACRES. xyxy=(44,469,104,481)
ad-kicker: A SNIP IN FARMS. xyxy=(180,615,242,623)
ad-body: ESTIMATES given for all descriptions of building work to turn at keenest. xyxy=(968,1063,1099,1079)
ad-signature: GUN AND LOCKSMITH. Next Gadd's, Devon Street. 'Phone 480. New Plymouth. xyxy=(971,732,1096,757)
advertisement xyxy=(831,1104,961,1216)
advertisement xyxy=(831,188,961,282)
column-7 xyxy=(828,48,965,1538)
advertisement xyxy=(420,62,550,161)
ad-body: Of this 1100 acres have been ploughed, 18 acres in turnips, 10 acres oats, 20 acres bush. A SPLENDID GRAZING AND FATTENING PROPOSITION. The property is well watered by permanent streams and springs. The whole is undulating country with free loam soil on clay subsoil. IS SUBDIVISIONS OF 7 WIRE FENCES. HOMESTEAD OF 8 ROOMS, is absolutely modern, and has 'phone connection with Hamilton. OUTBUILDINGS: Shearing shed, 4-stand machines; 14-stall stable, chaff shed, 2-roomed dwelling for man, tractor shed. THIS RUN IS ONLY A FEW MILES FROM EVERYTHING. PRICE £25 PER ACRE, Quarter Cash. Small Mortgage. xyxy=(694,382,824,517)
ad-body: A VERY choice little dairy farm, situated between Bell Block and Waitara. The farm contains about 71 acres of rich flat land, and is divided into 9 paddocks by live and post and wire fences; well watered by windmill and streams; 14 acres of crops; at present carrying 28 dairy cows, 11 heifers, and 7 horses. BUILDINGS—Eight-roomed house, pantry, bathroom, hot and cold water, wash-house, copper and tubs, cowshed containing 16 bails and large concrete yard. The house is nicely sheltered by plantations; also very nice orchard. Possession any time before 7th August. PRICE, £125 per acre; CASH, £2000. xyxy=(283,67,413,194)
ad-body: THE FAMILY WASH for 4s 6d. THE System that wipes out the Home Washing Day. Get all particulars from STEAM LAUNDRY, NEW PLYMOUTH. xyxy=(968,1004,1099,1035)
advertisement xyxy=(283,62,413,201)
advertisement xyxy=(694,964,824,1066)
ad-signature: WARD STREET, HAMILTON. xyxy=(296,780,400,789)
advertisement xyxy=(968,714,1099,762)
ad-subheadline: N. A. CHRISTIANSEN, xyxy=(982,719,1085,731)
ad-body: 100 ACRES freehold, all in grass except shelter bush. Over 70 acres dead level, balance undulating, all ploughable; well subdivided into 11 paddocks, with good fences. Windmill over 40 head of stock; 1½ miles factory and school, 6-roomed house, man's room. For quick sale, price reduced to £30 per acre. Terms £500 cash. INSPECTION INVITED. xyxy=(146,625,276,697)
section-heading: LAND FOR SALE. xyxy=(831,48,961,59)
advertisement xyxy=(9,62,139,395)
ad-kicker: RELIEVED FOR 2s. xyxy=(864,1127,928,1135)
ad-subheadline: SOMETHING CHOICE. xyxy=(293,800,403,812)
ad-signature: BOX 8, STRATFORD. xyxy=(310,1360,386,1369)
advertisement xyxy=(9,464,139,553)
advertisement xyxy=(420,1269,550,1314)
ad-body: Box 191, opposite the post office, New Plymouth. 'Phone 121. If you Want to SELL your property place it in OUR hands. xyxy=(146,301,276,333)
advertisement xyxy=(9,1218,139,1262)
ad-subheadline: GRANT AND CAMPBELL, xyxy=(561,322,683,334)
ad-body: PROVIDED FOR DISCHARGED SOLDIERS, SOLDIERS' WIDOWS, WIDOWED MOTHERS OF DECEASED SOLDIERS, AND NURSES WHO HAVE SERVED OVERSEAS, UNDER REPATRIATION ACT, 1918. Loans for Businesses up to £300 (£50 free of interest). Loans up to £75 (free of interest), for the purchase of Furniture. Loans up to £50 (free of interest), for the purchase of Tools of Trade, etc. Financial Assistance to Apprentices resuming their Indentures of Trainees in private factories or workshops; also to approved Trainees on Farms. Assistance to men desiring employment, etc. Full particulars regarding the above matters may be obtained from Hon. Secretaries of Local Committees, or Representatives at Inglewood, Waitara, Stratford, Eltham, Hawera, Patea, and Opunake or from— xyxy=(968,296,1099,463)
ad-body: 71 ACRES on good metalled road; 4-roomed house, 5-bail cowshed. All in grass but about 2 acres. Well watered and subdivided into 12 paddocks. Will carry 24 cows. Price £38 per acre; £700 cash. We reckon that with a bit of work this place could be made worth half as much again. 100 ACRES, 6-roomed house, bath, washhouse, general shed and trapshed; 10-bail cowshed. Subdivided into 11 paddocks, with water in every paddock. Nearly all level, all ploughable. Will carry 35 cows. Factory, school and post office all under 1½ miles. Price £40 per acre. 100 ACRES, 7-roomed house, washhouse, bathroom, septic tank, Alpha light, telephone and town water; eighteen-bail cowshed, four-cow plant goes with the property. All in grass, all level. Factory and post office adjoining school one mile. Will carry 60 cows. Price £120 per acre; £5000 cash. xyxy=(146,99,276,274)
